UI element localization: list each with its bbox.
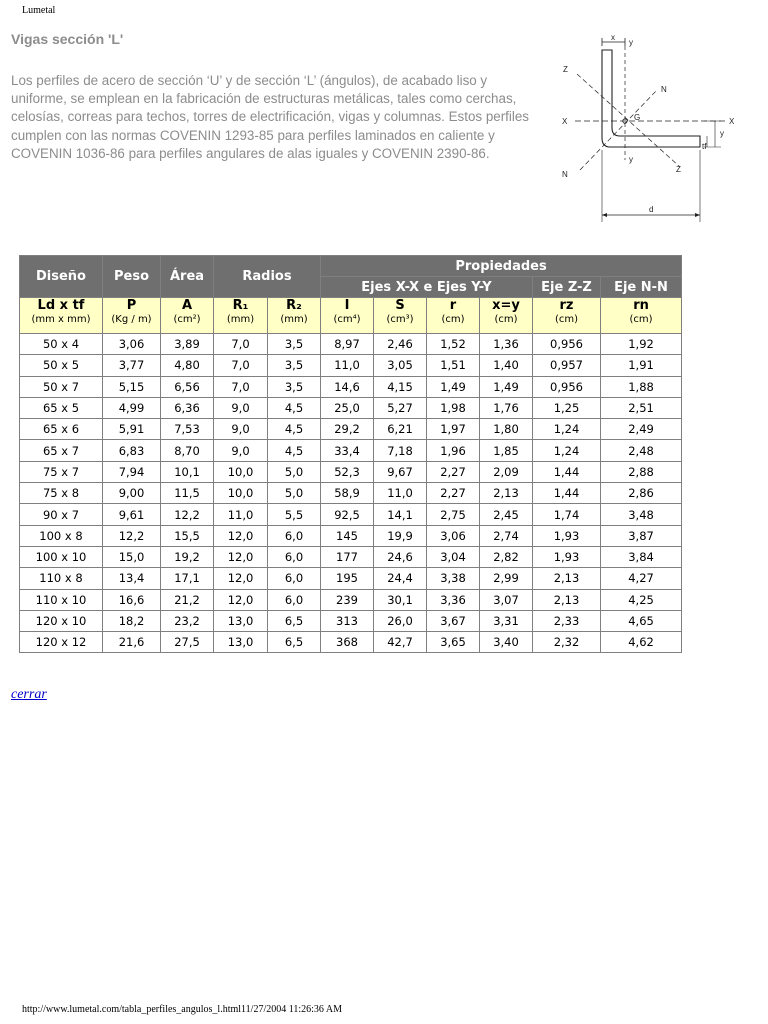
table-cell: 15,0 [103, 546, 161, 567]
table-cell: 1,85 [480, 440, 533, 461]
header-peso: Peso [103, 256, 161, 298]
table-cell: 2,74 [480, 525, 533, 546]
subheader-cell [161, 298, 214, 334]
table-row [20, 546, 682, 567]
subheader-unit: (mm) [280, 314, 308, 325]
subheader-cell [427, 298, 480, 334]
table-cell: 65 x 7 [20, 440, 103, 461]
table-cell: 3,89 [161, 334, 214, 355]
table-cell: 5,5 [268, 504, 321, 525]
table-cell: 3,04 [427, 546, 480, 567]
subheader-unit: (mm x mm) [31, 314, 91, 325]
subheader-cell [268, 298, 321, 334]
table-cell: 24,6 [374, 546, 427, 567]
table-cell: 3,38 [427, 568, 480, 589]
table-cell: 3,87 [601, 525, 682, 546]
subheader-cell [214, 298, 268, 334]
table-cell: 2,27 [427, 483, 480, 504]
subheader-symbol: R₂ [286, 298, 302, 313]
table-cell: 1,76 [480, 397, 533, 418]
table-cell: 9,0 [214, 440, 268, 461]
table-cell: 1,40 [480, 355, 533, 376]
table-cell: 1,44 [533, 461, 601, 482]
table-cell: 7,0 [214, 334, 268, 355]
table-row [20, 632, 682, 653]
table-cell: 11,5 [161, 483, 214, 504]
table-cell: 2,13 [533, 568, 601, 589]
table-cell: 3,84 [601, 546, 682, 567]
subheader-symbol: rz [559, 298, 574, 313]
label-X-right: X [729, 117, 735, 126]
subheader-row [20, 298, 682, 334]
table-cell: 13,0 [214, 610, 268, 631]
subheader-symbol: S [395, 298, 405, 313]
table-cell: 1,96 [427, 440, 480, 461]
table-cell: 5,0 [268, 461, 321, 482]
table-cell: 4,62 [601, 632, 682, 653]
table-cell: 23,2 [161, 610, 214, 631]
table-cell: 65 x 6 [20, 419, 103, 440]
table-cell: 3,65 [427, 632, 480, 653]
table-cell: 52,3 [321, 461, 374, 482]
table-cell: 1,92 [601, 334, 682, 355]
table-cell: 6,36 [161, 397, 214, 418]
table-cell: 30,1 [374, 589, 427, 610]
intro-paragraph: Los perfiles de acero de sección ‘U’ y de sección ‘L’ (ángulos), de acabado liso y uniforme, se emplean en la fabricación de estructuras metálicas, tales como cerchas, celosías, correas para techos, torres de electrificación, vigas y columnas. Estos perfiles cumplen con las normas COVENIN 1293-85 para perfiles laminados en caliente y COVENIN 1036-86 para perfiles angulares de alas iguales y COVENIN 2390-86. [11, 73, 529, 161]
table-row [20, 568, 682, 589]
table-cell: 1,25 [533, 397, 601, 418]
table-cell: 3,40 [480, 632, 533, 653]
table-cell: 2,49 [601, 419, 682, 440]
table-cell: 65 x 5 [20, 397, 103, 418]
subheader-unit: (cm) [629, 314, 653, 325]
label-Z-bottom: Z [676, 165, 681, 174]
table-cell: 3,06 [103, 334, 161, 355]
subheader-symbol: r [449, 298, 457, 313]
table-cell: 26,0 [374, 610, 427, 631]
table-cell: 11,0 [374, 483, 427, 504]
table-cell: 2,27 [427, 461, 480, 482]
table-row [20, 334, 682, 355]
label-y-bottom: y [629, 155, 633, 164]
table-row [20, 397, 682, 418]
table-cell: 2,88 [601, 461, 682, 482]
table-cell: 58,9 [321, 483, 374, 504]
table-cell: 1,44 [533, 483, 601, 504]
table-cell: 19,2 [161, 546, 214, 567]
table-cell: 21,6 [103, 632, 161, 653]
table-cell: 4,80 [161, 355, 214, 376]
table-cell: 1,98 [427, 397, 480, 418]
subheader-unit: (cm) [441, 314, 465, 325]
table-cell: 1,88 [601, 376, 682, 397]
subheader-unit: (cm²) [173, 314, 201, 325]
label-X-left: X [562, 117, 568, 126]
table-cell: 7,53 [161, 419, 214, 440]
table-cell: 1,51 [427, 355, 480, 376]
subheader-symbol: P [126, 298, 137, 313]
table-cell: 5,0 [268, 483, 321, 504]
table-cell: 12,2 [161, 504, 214, 525]
table-cell: 239 [321, 589, 374, 610]
label-N-top: N [661, 85, 667, 94]
subheader-symbol: R₁ [232, 298, 249, 313]
table-cell: 3,07 [480, 589, 533, 610]
table-cell: 1,49 [427, 376, 480, 397]
header-diseno: Diseño [20, 256, 103, 298]
subheader-unit: (mm) [226, 314, 255, 325]
table-cell: 2,51 [601, 397, 682, 418]
table-cell: 110 x 8 [20, 568, 103, 589]
table-cell: 42,7 [374, 632, 427, 653]
table-cell: 2,13 [480, 483, 533, 504]
table-cell: 10,0 [214, 483, 268, 504]
table-cell: 14,6 [321, 376, 374, 397]
subheader-cell [321, 298, 374, 334]
table-cell: 6,0 [268, 525, 321, 546]
subheader-cell [103, 298, 161, 334]
table-cell: 50 x 7 [20, 376, 103, 397]
table-cell: 9,0 [214, 397, 268, 418]
table-cell: 16,6 [103, 589, 161, 610]
table-cell: 9,0 [214, 419, 268, 440]
table-cell: 5,27 [374, 397, 427, 418]
table-cell: 1,36 [480, 334, 533, 355]
table-cell: 2,46 [374, 334, 427, 355]
angle-section-diagram [555, 32, 745, 224]
table-cell: 12,0 [214, 589, 268, 610]
table-cell: 3,77 [103, 355, 161, 376]
profiles-table [19, 255, 682, 653]
table-cell: 12,0 [214, 525, 268, 546]
subheader-cell [601, 298, 682, 334]
print-footer: http://www.lumetal.com/tabla_perfiles_angulos_l.html11/27/2004 11:26:36 AM [22, 1004, 342, 1015]
table-cell: 19,9 [374, 525, 427, 546]
table-cell: 10,1 [161, 461, 214, 482]
table-cell: 6,21 [374, 419, 427, 440]
table-cell: 6,0 [268, 546, 321, 567]
subheader-cell [480, 298, 533, 334]
table-cell: 4,15 [374, 376, 427, 397]
table-cell: 75 x 7 [20, 461, 103, 482]
header-radios: Radios [214, 256, 321, 298]
header-eje-nn: Eje N-N [601, 277, 682, 298]
table-cell: 5,91 [103, 419, 161, 440]
table-cell: 313 [321, 610, 374, 631]
table-cell: 2,75 [427, 504, 480, 525]
table-row [20, 525, 682, 546]
print-header: Lumetal [22, 5, 56, 16]
table-cell: 100 x 10 [20, 546, 103, 567]
table-cell: 75 x 8 [20, 483, 103, 504]
subheader-unit: (cm⁴) [333, 314, 361, 325]
table-cell: 50 x 4 [20, 334, 103, 355]
table-body [20, 334, 682, 653]
table-cell: 50 x 5 [20, 355, 103, 376]
table-cell: 6,5 [268, 610, 321, 631]
table-cell: 4,99 [103, 397, 161, 418]
table-cell: 92,5 [321, 504, 374, 525]
table-row [20, 504, 682, 525]
table-cell: 4,25 [601, 589, 682, 610]
subheader-unit: (cm) [554, 314, 579, 325]
table-cell: 145 [321, 525, 374, 546]
table-cell: 17,1 [161, 568, 214, 589]
subheader-symbol: x=y [492, 298, 520, 313]
label-G: G [634, 113, 641, 122]
table-cell: 4,5 [268, 419, 321, 440]
label-N-bottom: N [562, 170, 568, 179]
table-row [20, 589, 682, 610]
table-cell: 29,2 [321, 419, 374, 440]
table-cell: 7,0 [214, 355, 268, 376]
label-tf: tf [702, 142, 707, 151]
table-cell: 2,82 [480, 546, 533, 567]
table-row [20, 355, 682, 376]
table-cell: 90 x 7 [20, 504, 103, 525]
table-cell: 6,5 [268, 632, 321, 653]
table-cell: 3,48 [601, 504, 682, 525]
table-cell: 7,94 [103, 461, 161, 482]
table-row [20, 440, 682, 461]
table-cell: 3,5 [268, 334, 321, 355]
table-cell: 6,0 [268, 589, 321, 610]
header-ejes-xy: Ejes X-X e Ejes Y-Y [321, 277, 533, 298]
header-propiedades: Propiedades [321, 256, 682, 277]
table-cell: 9,61 [103, 504, 161, 525]
table-cell: 2,48 [601, 440, 682, 461]
label-Z-top: Z [563, 65, 568, 74]
table-cell: 11,0 [321, 355, 374, 376]
table-cell: 177 [321, 546, 374, 567]
table-cell: 7,0 [214, 376, 268, 397]
table-cell: 1,91 [601, 355, 682, 376]
table-cell: 8,97 [321, 334, 374, 355]
table-cell: 2,45 [480, 504, 533, 525]
table-cell: 100 x 8 [20, 525, 103, 546]
label-d: d [649, 205, 654, 214]
page-title: Vigas sección 'L' [11, 31, 124, 47]
table-cell: 1,93 [533, 546, 601, 567]
table-cell: 7,18 [374, 440, 427, 461]
table-cell: 12,0 [214, 568, 268, 589]
table-cell: 9,67 [374, 461, 427, 482]
table-cell: 18,2 [103, 610, 161, 631]
table-cell: 1,24 [533, 419, 601, 440]
angle-profile [602, 50, 700, 147]
table-cell: 33,4 [321, 440, 374, 461]
table-row [20, 483, 682, 504]
table-cell: 195 [321, 568, 374, 589]
table-cell: 2,33 [533, 610, 601, 631]
axis-n [580, 90, 657, 170]
header-eje-zz: Eje Z-Z [533, 277, 601, 298]
table-row [20, 461, 682, 482]
table-cell: 13,0 [214, 632, 268, 653]
table-cell: 12,0 [214, 546, 268, 567]
table-cell: 24,4 [374, 568, 427, 589]
table-cell: 2,86 [601, 483, 682, 504]
table-cell: 14,1 [374, 504, 427, 525]
table-cell: 3,05 [374, 355, 427, 376]
table-cell: 1,49 [480, 376, 533, 397]
subheader-cell [374, 298, 427, 334]
table-row [20, 419, 682, 440]
table-cell: 27,5 [161, 632, 214, 653]
table-cell: 0,956 [533, 376, 601, 397]
table-cell: 120 x 10 [20, 610, 103, 631]
table-cell: 10,0 [214, 461, 268, 482]
table-cell: 2,99 [480, 568, 533, 589]
table-cell: 21,2 [161, 589, 214, 610]
table-cell: 25,0 [321, 397, 374, 418]
subheader-symbol: Ld x tf [37, 298, 85, 313]
table-cell: 3,36 [427, 589, 480, 610]
table-cell: 120 x 12 [20, 632, 103, 653]
subheader-unit: (cm³) [386, 314, 414, 325]
table-cell: 6,56 [161, 376, 214, 397]
table-cell: 8,70 [161, 440, 214, 461]
close-link[interactable]: cerrar [11, 687, 47, 702]
table-cell: 9,00 [103, 483, 161, 504]
table-row [20, 376, 682, 397]
table-cell: 1,93 [533, 525, 601, 546]
table-cell: 0,957 [533, 355, 601, 376]
table-cell: 5,15 [103, 376, 161, 397]
table-cell: 6,83 [103, 440, 161, 461]
table-cell: 110 x 10 [20, 589, 103, 610]
table-cell: 1,97 [427, 419, 480, 440]
table-cell: 3,67 [427, 610, 480, 631]
table-cell: 15,5 [161, 525, 214, 546]
table-cell: 3,5 [268, 376, 321, 397]
table-cell: 1,74 [533, 504, 601, 525]
table-cell: 3,5 [268, 355, 321, 376]
table-cell: 4,5 [268, 440, 321, 461]
table-cell: 1,52 [427, 334, 480, 355]
table-cell: 2,13 [533, 589, 601, 610]
table-cell: 2,09 [480, 461, 533, 482]
subheader-unit: (Kg / m) [111, 314, 152, 325]
table-cell: 6,0 [268, 568, 321, 589]
subheader-symbol: A [181, 298, 193, 313]
subheader-symbol: I [344, 298, 350, 313]
table-cell: 11,0 [214, 504, 268, 525]
header-area: Área [161, 256, 214, 298]
table-cell: 3,06 [427, 525, 480, 546]
label-x-top: x [611, 33, 615, 42]
subheader-cell [533, 298, 601, 334]
table-cell: 4,65 [601, 610, 682, 631]
subheader-cell [20, 298, 103, 334]
table-cell: 368 [321, 632, 374, 653]
table-cell: 1,80 [480, 419, 533, 440]
table-cell: 0,956 [533, 334, 601, 355]
table-cell: 3,31 [480, 610, 533, 631]
table-cell: 12,2 [103, 525, 161, 546]
table-row [20, 610, 682, 631]
table-cell: 4,5 [268, 397, 321, 418]
subheader-unit: (cm) [494, 314, 518, 325]
table-cell: 2,32 [533, 632, 601, 653]
table-cell: 4,27 [601, 568, 682, 589]
label-y-right: y [720, 129, 724, 138]
label-y-top: y [629, 38, 633, 47]
subheader-symbol: rn [633, 298, 649, 313]
table-cell: 1,24 [533, 440, 601, 461]
table-cell: 13,4 [103, 568, 161, 589]
